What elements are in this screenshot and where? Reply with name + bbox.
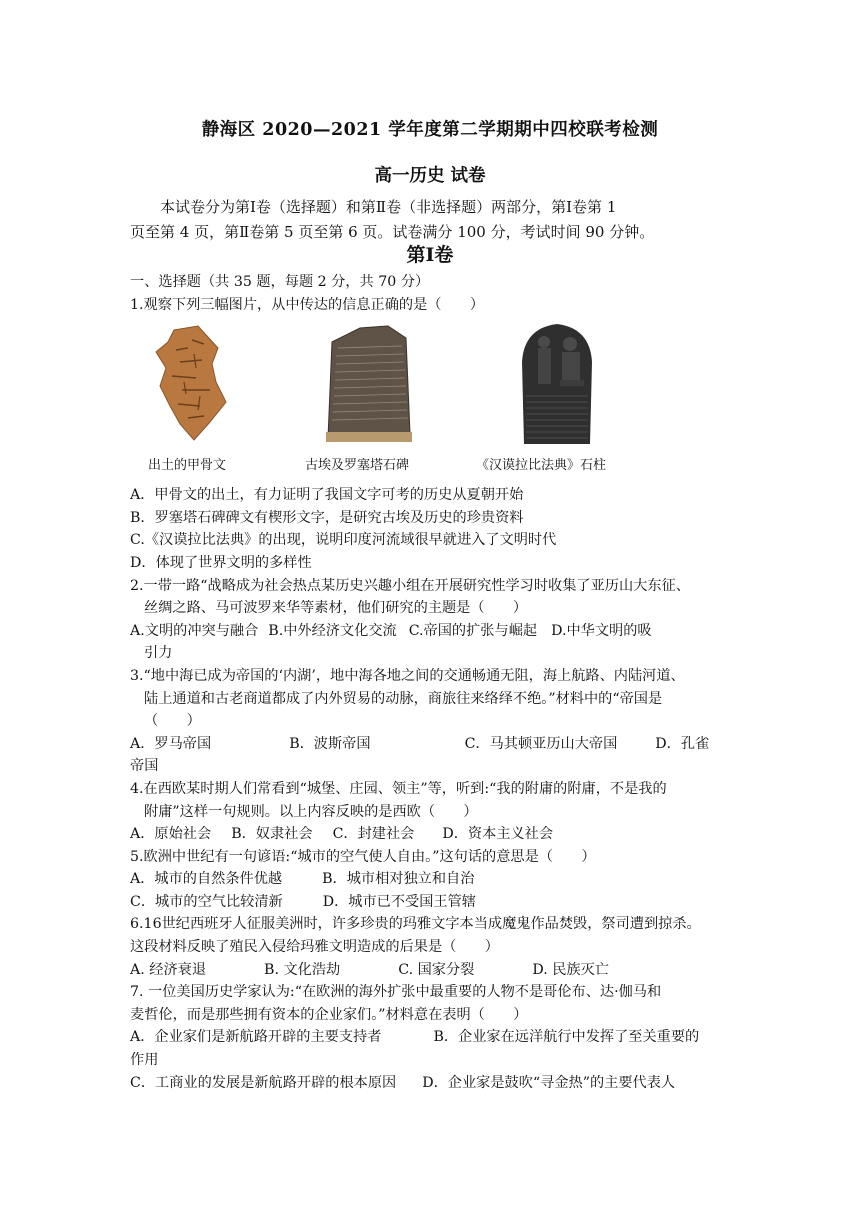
q1-option-a: A．甲骨文的出土，有力证明了我国文字可考的历史从夏朝开始 xyxy=(130,487,524,504)
q2-option-b: B.中外经济文化交流 xyxy=(268,622,397,639)
part-heading: 一、选择题（共 35 题，每题 2 分，共 70 分） xyxy=(130,274,430,290)
q1-image-row xyxy=(130,322,735,484)
q2-stem-line-2: 丝绸之路、马可波罗来华等素材，他们研究的主题是（ ） xyxy=(144,600,528,617)
q4-option-b: B．奴隶社会 xyxy=(231,826,313,843)
q7-option-b-cont: 作用 xyxy=(130,1052,159,1069)
q7-options-row-2 xyxy=(130,1072,735,1095)
q7-stem-line-2: 麦哲伦，而是那些拥有资本的企业家们。”材料意在表明（ ） xyxy=(130,1006,528,1023)
q4-option-a: A．原始社会 xyxy=(130,826,212,843)
q5-option-d: D．城市已不受国王管辖 xyxy=(322,893,476,910)
q7-options-row-1 xyxy=(130,1026,735,1049)
q5-options-row-2 xyxy=(130,891,735,914)
q4-stem-line-1: 4.在西欧某时期人们常看到“城堡、庄园、领主”等，听到:“我的附庸的附庸，不是我的 xyxy=(130,780,667,797)
q4-options xyxy=(130,823,735,846)
q3-stem-line-1: 3.“地中海已成为帝国的‘内湖’，地中海各地之间的交通畅通无阻，海上航路、内陆河道、 xyxy=(130,667,685,684)
q3-option-a: A．罗马帝国 xyxy=(130,735,212,752)
q2-option-c: C.帝国的扩张与崛起 xyxy=(408,622,538,639)
q4-option-d: D．资本主义社会 xyxy=(442,826,554,843)
q3-options xyxy=(130,733,735,756)
q1-option-d: D．体现了世界文明的多样性 xyxy=(130,554,312,571)
q3-option-d-cont: 帝国 xyxy=(130,758,159,775)
q7-option-d: D．企业家是鼓吹“寻金热”的主要代表人 xyxy=(422,1074,676,1091)
section-title: 第Ⅰ卷 xyxy=(406,244,454,266)
q2-option-d-cont: 引力 xyxy=(144,645,173,662)
q4-option-c: C．封建社会 xyxy=(332,826,415,843)
q3-stem-line-3: （ ） xyxy=(144,713,201,730)
q4-stem-line-2: 附庸”这样一句规则。以上内容反映的是西欧（ ） xyxy=(144,803,478,820)
q2-options xyxy=(130,620,735,643)
q2-option-a: A.文明的冲突与融合 xyxy=(130,622,259,639)
caption-rosetta-stone: 古埃及罗塞塔石碑 xyxy=(305,458,410,474)
q7-option-c: C．工商业的发展是新航路开辟的根本原因 xyxy=(130,1074,397,1091)
q6-stem-line-1: 6.16世纪西班牙人征服美洲时，许多珍贵的玛雅文字本当成魔鬼作品焚毁，祭司遭到掠杀。 xyxy=(130,916,701,933)
q5-option-c: C．城市的空气比较清新 xyxy=(130,893,283,910)
hammurabi-stele-image xyxy=(516,322,598,444)
q5-options-row-1 xyxy=(130,868,735,891)
q6-option-c: C. 国家分裂 xyxy=(398,961,475,978)
q1-option-c: C.《汉谟拉比法典》的出现，说明印度河流域很早就进入了文明时代 xyxy=(130,532,557,549)
q3-option-b: B．波斯帝国 xyxy=(289,735,371,752)
q7-stem-line-1: 7. 一位美国历史学家认为:“在欧洲的海外扩张中最重要的人物不是哥伦布、达·伽马和 xyxy=(130,984,662,1001)
q5-option-a: A．城市的自然条件优越 xyxy=(130,871,283,888)
oracle-bone-image xyxy=(152,324,232,442)
exam-subtitle: 高一历史 试卷 xyxy=(374,166,486,186)
q3-stem-line-2: 陆上通道和古老商道都成了内外贸易的动脉，商旅往来络绎不绝。”材料中的“帝国是 xyxy=(144,690,663,707)
q6-option-a: A. 经济衰退 xyxy=(130,961,207,978)
q3-option-d: D．孔雀 xyxy=(655,735,710,752)
q7-option-b: B．企业家在远洋航行中发挥了至关重要的 xyxy=(433,1029,700,1046)
exam-title: 静海区 2020—2021 学年度第二学期期中四校联考检测 xyxy=(201,120,659,140)
q6-stem-line-2: 这段材料反映了殖民入侵给玛雅文明造成的后果是（ ） xyxy=(130,939,499,956)
q3-option-c: C．马其顿亚历山大帝国 xyxy=(464,735,618,752)
q6-option-d: D. 民族灭亡 xyxy=(532,961,609,978)
q2-option-d: D.中华文明的吸 xyxy=(551,622,652,639)
q7-option-a: A．企业家们是新航路开辟的主要支持者 xyxy=(130,1029,382,1046)
q6-options xyxy=(130,959,735,982)
q6-option-b: B. 文化浩劫 xyxy=(264,961,341,978)
question-body xyxy=(130,271,735,1094)
q1-stem: 1.观察下列三幅图片，从中传达的信息正确的是（ ） xyxy=(130,296,485,313)
q2-stem-line-1: 2.一带一路“战略成为社会热点某历史兴趣小组在开展研究性学习时收集了亚历山大东征、 xyxy=(130,577,690,594)
caption-oracle-bone: 出土的甲骨文 xyxy=(148,458,227,474)
q5-option-b: B．城市相对独立和自治 xyxy=(322,871,475,888)
exam-instructions xyxy=(130,195,730,245)
rosetta-stone-image xyxy=(322,324,414,442)
instructions-line-1: 本试卷分为第Ⅰ卷（选择题）和第Ⅱ卷（非选择题）两部分，第Ⅰ卷第 1 xyxy=(160,198,617,216)
caption-hammurabi-stele: 《汉谟拉比法典》石柱 xyxy=(476,458,607,474)
instructions-line-2: 页至第 4 页，第Ⅱ卷第 5 页至第 6 页。试卷满分 100 分，考试时间 90 分钟。 xyxy=(130,223,655,241)
q1-option-b: B．罗塞塔石碑碑文有楔形文字，是研究古埃及历史的珍贵资料 xyxy=(130,509,524,526)
q5-stem: 5.欧洲中世纪有一句谚语:“城市的空气使人自由。”这句话的意思是（ ） xyxy=(130,848,596,865)
